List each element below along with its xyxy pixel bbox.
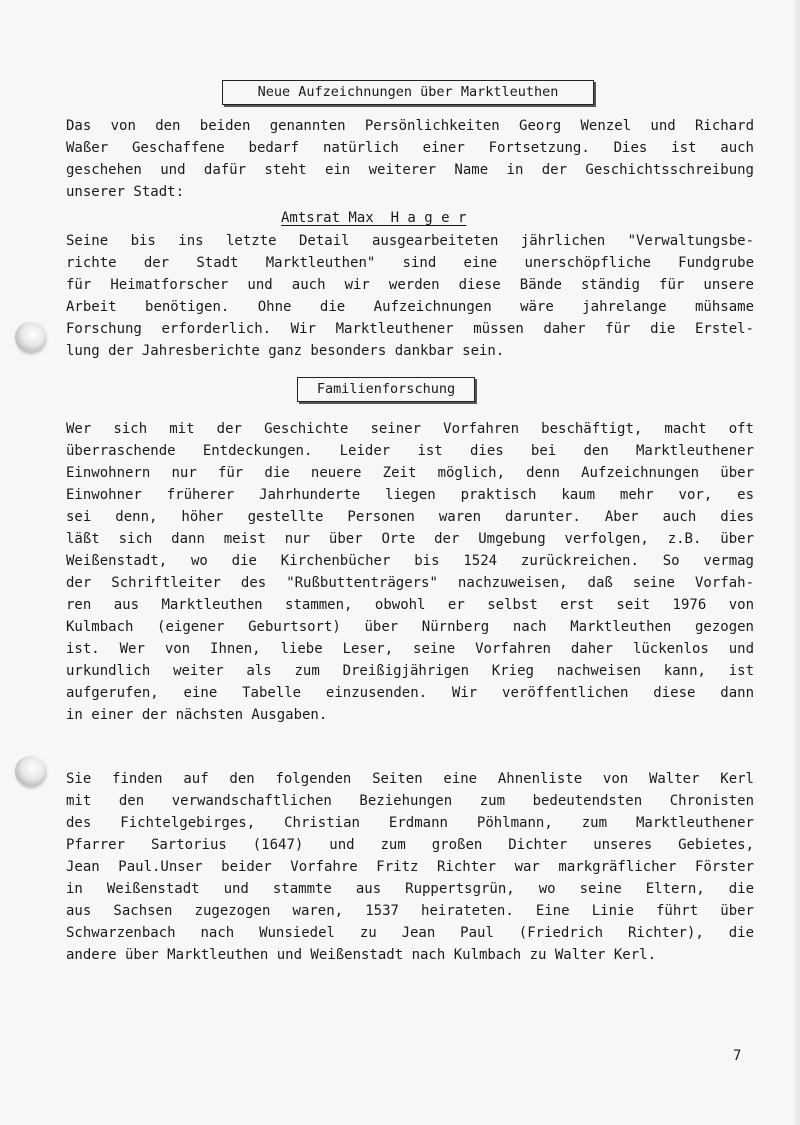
text-line: Das von den beiden genannten Persönlichkeiten Georg Wenzel und Richard [66,118,754,134]
text-line: Kulmbach (eigener Geburtsort) über Nürnberg nach Marktleuthen gezogen [66,619,754,635]
text-line: Pfarrer Sartorius (1647) und zum großen Dichter unseres Gebietes, [66,837,754,853]
text-line: der Schriftleiter des "Rußbuttenträgers" nachzuweisen, daß seine Vorfah- [66,575,754,591]
subheading-amtsrat-hager: Amtsrat Max H a g e r [281,210,467,226]
text-line: in Weißenstadt und stammte aus Ruppertsgrün, wo seine Eltern, die [66,881,754,897]
text-line: Einwohnern nur für die neuere Zeit möglich, denn Aufzeichnungen über [66,465,754,481]
text-line: Jean Paul.Unser beider Vorfahre Fritz Richter war markgräflicher Förster [66,859,754,875]
text-line: lung der Jahresberichte ganz besonders dankbar sein. [66,343,505,359]
text-line: unserer Stadt: [66,184,185,200]
text-line: Forschung erforderlich. Wir Marktleuthener müssen daher für die Erstel- [66,321,754,337]
text-line: ren aus Marktleuthen stammen, obwohl er selbst erst seit 1976 von [66,597,754,613]
text-line: Sie finden auf den folgenden Seiten eine Ahnenliste von Walter Kerl [66,771,754,787]
paragraph-ancestry-list [66,768,754,966]
text-line: in einer der nächsten Ausgaben. [66,707,328,723]
heading-new-records: Neue Aufzeichnungen über Marktleuthen [222,80,594,105]
text-line: Arbeit benötigen. Ohne die Aufzeichnungen wäre jahrelange mühsame [66,299,754,315]
text-line: aus Sachsen zugezogen waren, 1537 heirateten. Eine Linie führt über [66,903,754,919]
text-line: urkundlich weiter als zum Dreißigjährigen Krieg nachweisen kann, ist [66,663,754,679]
paragraph-hager [66,230,754,362]
text-line: läßt sich dann meist nur über Orte der Umgebung verfolgen, z.B. über [66,531,754,547]
page-number: 7 [733,1048,742,1064]
punch-hole-top [15,322,45,352]
text-line: Wer sich mit der Geschichte seiner Vorfahren beschäftigt, macht oft [66,421,754,437]
punch-hole-bottom [15,756,45,786]
text-line: andere über Marktleuthen und Weißenstadt nach Kulmbach zu Walter Kerl. [66,947,657,963]
heading-family-research: Familienforschung [297,377,475,402]
text-line: geschehen und dafür steht ein weiterer Name in der Geschichtsschreibung [66,162,754,178]
text-line: Waßer Geschaffene bedarf natürlich einer Fortsetzung. Dies ist auch [66,140,754,156]
text-line: überraschende Entdeckungen. Leider ist dies bei den Marktleuthener [66,443,754,459]
text-line: für Heimatforscher und auch wir werden diese Bände ständig für unsere [66,277,754,293]
text-line: Seine bis ins letzte Detail ausgearbeiteten jährlichen "Verwaltungsbe- [66,233,754,249]
text-line: Einwohner früherer Jahrhunderte liegen praktisch kaum mehr vor, es [66,487,754,503]
text-line: aufgerufen, eine Tabelle einzusenden. Wir veröffentlichen diese dann [66,685,754,701]
text-line: richte der Stadt Marktleuthen" sind eine unerschöpfliche Fundgrube [66,255,754,271]
text-line: mit den verwandschaftlichen Beziehungen zum bedeutendsten Chronisten [66,793,754,809]
text-line: Schwarzenbach nach Wunsiedel zu Jean Paul (Friedrich Richter), die [66,925,754,941]
text-line: Weißenstadt, wo die Kirchenbücher bis 1524 zurückreichen. So vermag [66,553,754,569]
text-line: des Fichtelgebirges, Christian Erdmann Pöhlmann, zum Marktleuthener [66,815,754,831]
text-line: ist. Wer von Ihnen, liebe Leser, seine Vorfahren daher lückenlos und [66,641,754,657]
paper-edge [794,0,800,1125]
text-line: sei denn, höher gestellte Personen waren darunter. Aber auch dies [66,509,754,525]
paragraph-family-research [66,418,754,726]
paragraph-intro [66,115,754,203]
